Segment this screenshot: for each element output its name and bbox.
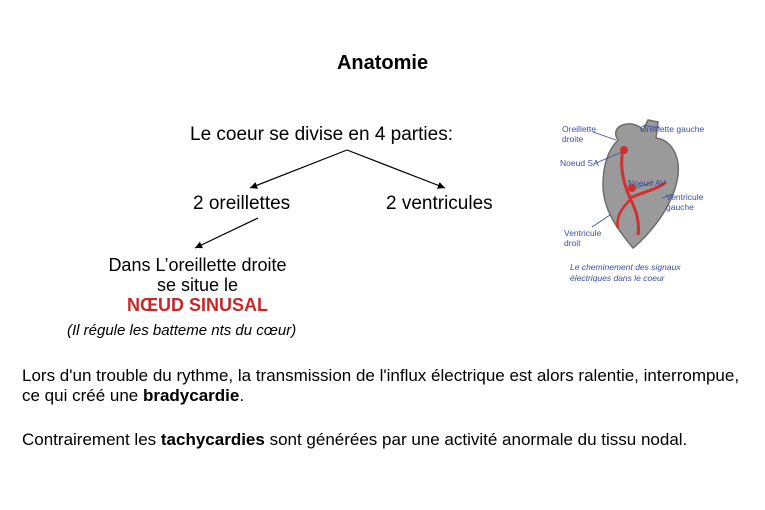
arrow-to-oreillettes	[250, 150, 347, 188]
sinus-node-block	[60, 255, 335, 315]
intro-text: Le coeur se divise en 4 parties:	[190, 124, 453, 145]
sinus-line-1: Dans L’oreillette droite	[108, 255, 287, 275]
label-oreillette-droite: Oreillette droite	[562, 124, 597, 144]
label-noeud-sa: Noeud SA	[560, 158, 599, 168]
para2-text: sont générées par une activité anormale du tissu nodal.	[264, 430, 688, 449]
branch-oreillettes: 2 oreillettes	[193, 193, 291, 214]
sinus-note: (Il régule les batteme nts du cœur)	[67, 322, 297, 339]
label-ventricule-droit: Ventricule droit	[564, 228, 602, 248]
heart-conduction-figure	[548, 110, 718, 300]
label-noeud-av: Noeud AV	[628, 178, 666, 188]
paragraph-tachycardie	[22, 430, 742, 450]
sinus-line-2: se situe le	[156, 275, 239, 295]
branch-ventricules: 2 ventricules	[386, 193, 493, 214]
para1-end: .	[239, 386, 245, 405]
slide-title: Anatomie	[336, 52, 429, 74]
paragraph-bradycardie	[22, 366, 742, 406]
label-ventricule-gauche: Ventricule gauche	[666, 192, 704, 212]
tachycardies-term: tachycardies	[160, 430, 265, 449]
para2-start: Contrairement les	[22, 430, 161, 449]
sinus-node-label: NŒUD SINUSAL	[126, 295, 268, 315]
label-oreillette-gauche: Oreillette gauche	[640, 124, 705, 134]
figure-caption: Le cheminement des signaux électriques dans le coeur	[570, 262, 681, 283]
bradycardie-term: bradycardie	[142, 386, 240, 405]
para1-text: Lors d'un trouble du rythme, la transmission de l'influx électrique est alors ralentie, interrompue, ce qui créé une	[22, 366, 740, 405]
arrow-to-oreillette-droite	[195, 218, 258, 248]
arrow-to-ventricules	[347, 150, 445, 188]
